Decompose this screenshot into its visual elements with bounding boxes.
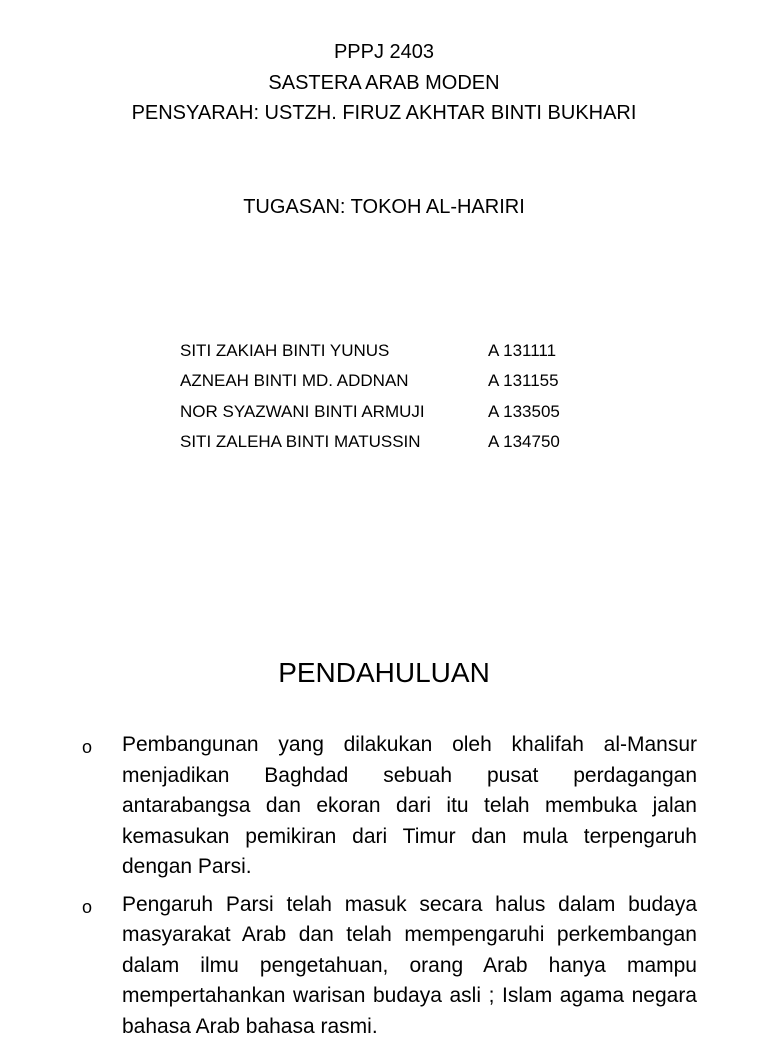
member-row (180, 340, 600, 362)
intro-title: PENDAHULUAN (278, 657, 490, 688)
member-row (180, 370, 600, 392)
member-id: A 134750 (488, 432, 560, 451)
member-name: AZNEAH BINTI MD. ADDNAN (180, 371, 409, 390)
member-name: NOR SYAZWANI BINTI ARMUJI (180, 402, 425, 421)
member-row (180, 431, 600, 453)
member-id: A 131111 (488, 341, 557, 360)
lecturer-line: PENSYARAH: USTZH. FIRUZ AKHTAR BINTI BUKHARI (131, 102, 637, 124)
circle-bullet-icon: o (82, 896, 93, 917)
assignment-title: TUGASAN: TOKOH AL-HARIRI (243, 196, 525, 218)
member-row (180, 401, 600, 423)
circle-bullet-icon: o (82, 737, 93, 757)
course-name: SASTERA ARAB MODEN (268, 72, 500, 94)
bullet-list (0, 730, 768, 1049)
member-id: A 131155 (488, 371, 559, 390)
bullet-text: Pengaruh Parsi telah masuk secara halus dalam budaya masyarakat Arab dan telah mempengaruhi perkembangan dalam ilmu pengetahuan, orang Arab hanya mampu mempertahankan warisan budaya asli ; Islam agama negara bahasa Arab bahasa rasmi. (122, 892, 697, 1038)
bullet-item (0, 890, 768, 1043)
intro-slide (0, 590, 768, 1038)
bullet-text: Pembangunan yang dilakukan oleh khalifah al-Mansur menjadikan Baghdad sebuah pusat perdagangan antarabangsa dan ekoran dari itu telah membuka jalan kemasukan pemikiran dari Timur dan mula terpengaruh dengan Parsi. (122, 733, 697, 878)
course-code: PPPJ 2403 (333, 41, 435, 63)
bullet-item (0, 730, 768, 883)
member-id: A 133505 (488, 402, 560, 421)
member-name: SITI ZAKIAH BINTI YUNUS (180, 341, 390, 360)
member-name: SITI ZALEHA BINTI MATUSSIN (180, 432, 421, 451)
